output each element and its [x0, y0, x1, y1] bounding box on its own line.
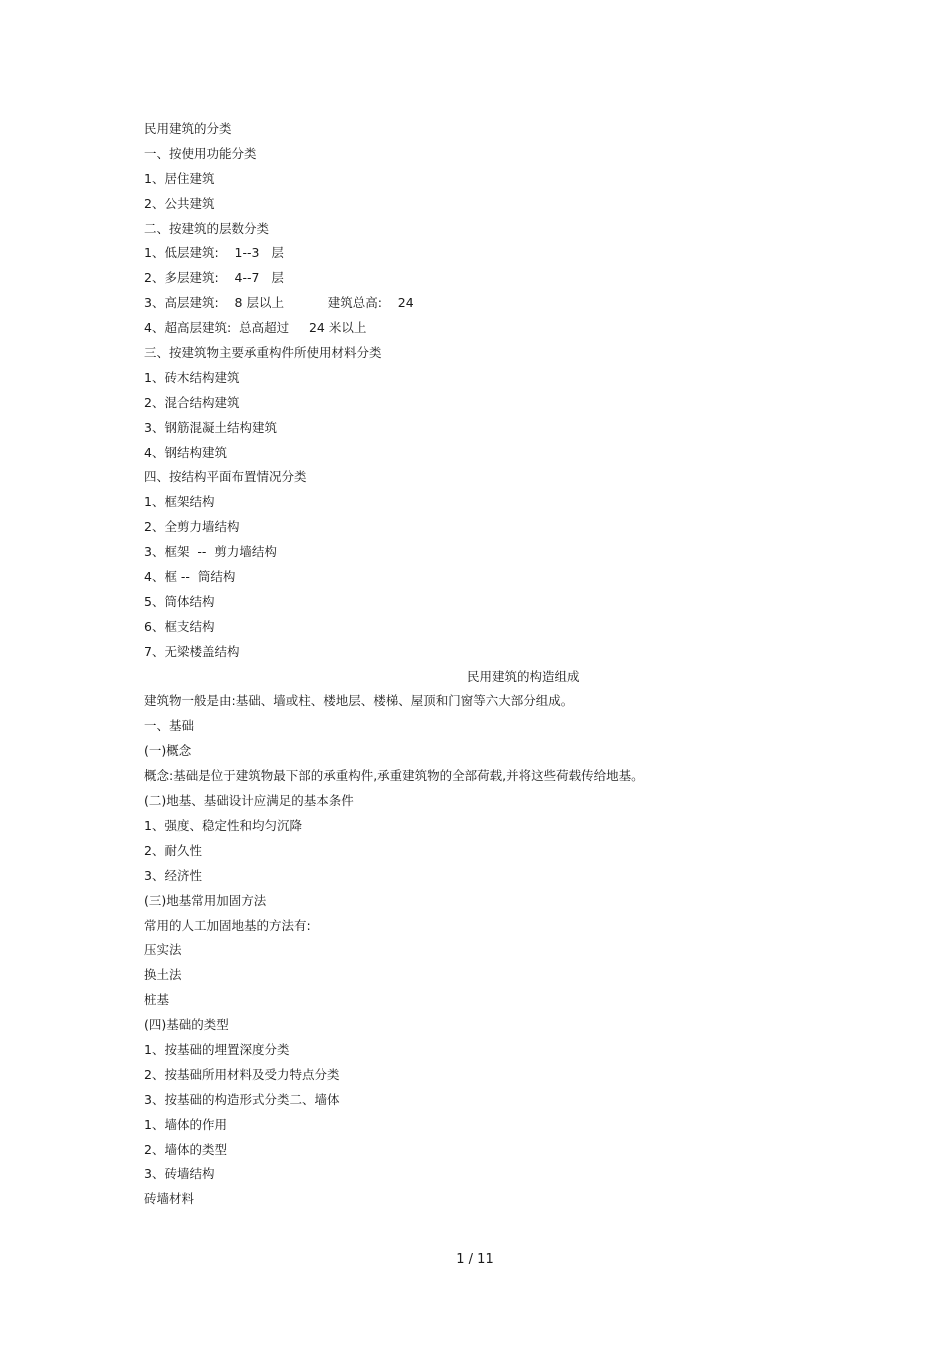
list-item: 2、混合结构建筑: [144, 394, 240, 410]
subheading: (一)概念: [144, 743, 192, 759]
list-item: 1、强度、稳定性和均匀沉降: [144, 817, 302, 833]
list-item: 3、按基础的构造形式分类二、墙体: [144, 1091, 340, 1107]
list-item: 2、多层建筑: 4--7 层: [144, 270, 284, 286]
list-item: 5、筒体结构: [144, 593, 215, 609]
list-item: 1、框架结构: [144, 494, 215, 510]
list-item: 压实法: [144, 942, 182, 958]
list-item: 2、全剪力墙结构: [144, 519, 240, 535]
list-item: 桩基: [144, 992, 170, 1008]
list-item: 2、墙体的类型: [144, 1141, 227, 1157]
list-item: 1、居住建筑: [144, 170, 215, 186]
heading-3: 三、按建筑物主要承重构件所使用材料分类: [144, 345, 382, 361]
heading-2: 二、按建筑的层数分类: [144, 220, 270, 236]
list-item: 1、墙体的作用: [144, 1116, 227, 1132]
list-item: 1、砖木结构建筑: [144, 369, 240, 385]
list-item: 4、钢结构建筑: [144, 444, 227, 460]
paragraph: 常用的人工加固地基的方法有:: [144, 917, 311, 933]
list-item: 2、耐久性: [144, 842, 202, 858]
heading-1: 一、按使用功能分类: [144, 145, 257, 161]
section-title: 民用建筑的分类: [144, 121, 232, 136]
list-item: 换土法: [144, 967, 182, 983]
list-item: 砖墙材料: [144, 1191, 195, 1207]
list-item: 4、超高层建筑: 总高超过 24 米以上: [144, 320, 367, 336]
section-title-centered: 民用建筑的构造组成: [467, 668, 580, 684]
list-item: 2、公共建筑: [144, 195, 215, 211]
list-item: 3、高层建筑: 8 层以上 建筑总高: 24: [144, 295, 414, 311]
list-item: 1、低层建筑: 1--3 层: [144, 245, 284, 261]
heading-4: 四、按结构平面布置情况分类: [144, 469, 307, 485]
list-item: 7、无梁楼盖结构: [144, 643, 240, 659]
subheading: (三)地基常用加固方法: [144, 892, 267, 908]
subheading: (二)地基、基础设计应满足的基本条件: [144, 793, 354, 809]
list-item: 6、框支结构: [144, 618, 215, 634]
document-body: [144, 117, 824, 1212]
list-item: 3、砖墙结构: [144, 1166, 215, 1182]
list-item: 1、按基础的埋置深度分类: [144, 1041, 290, 1057]
list-item: 3、框架 -- 剪力墙结构: [144, 544, 277, 560]
page-indicator: 1 / 11: [456, 1252, 494, 1267]
heading-1: 一、基础: [144, 718, 195, 734]
list-item: 2、按基础所用材料及受力特点分类: [144, 1066, 340, 1082]
paragraph: 建筑物一般是由:基础、墙或柱、楼地层、楼梯、屋顶和门窗等六大部分组成。: [144, 693, 574, 709]
list-item: 3、经济性: [144, 867, 202, 883]
subheading: (四)基础的类型: [144, 1017, 229, 1033]
list-item: 4、框 -- 筒结构: [144, 569, 236, 585]
paragraph: 概念:基础是位于建筑物最下部的承重构件,承重建筑物的全部荷载,并将这些荷载传给地基。: [144, 768, 644, 784]
list-item: 3、钢筋混凝土结构建筑: [144, 419, 277, 435]
